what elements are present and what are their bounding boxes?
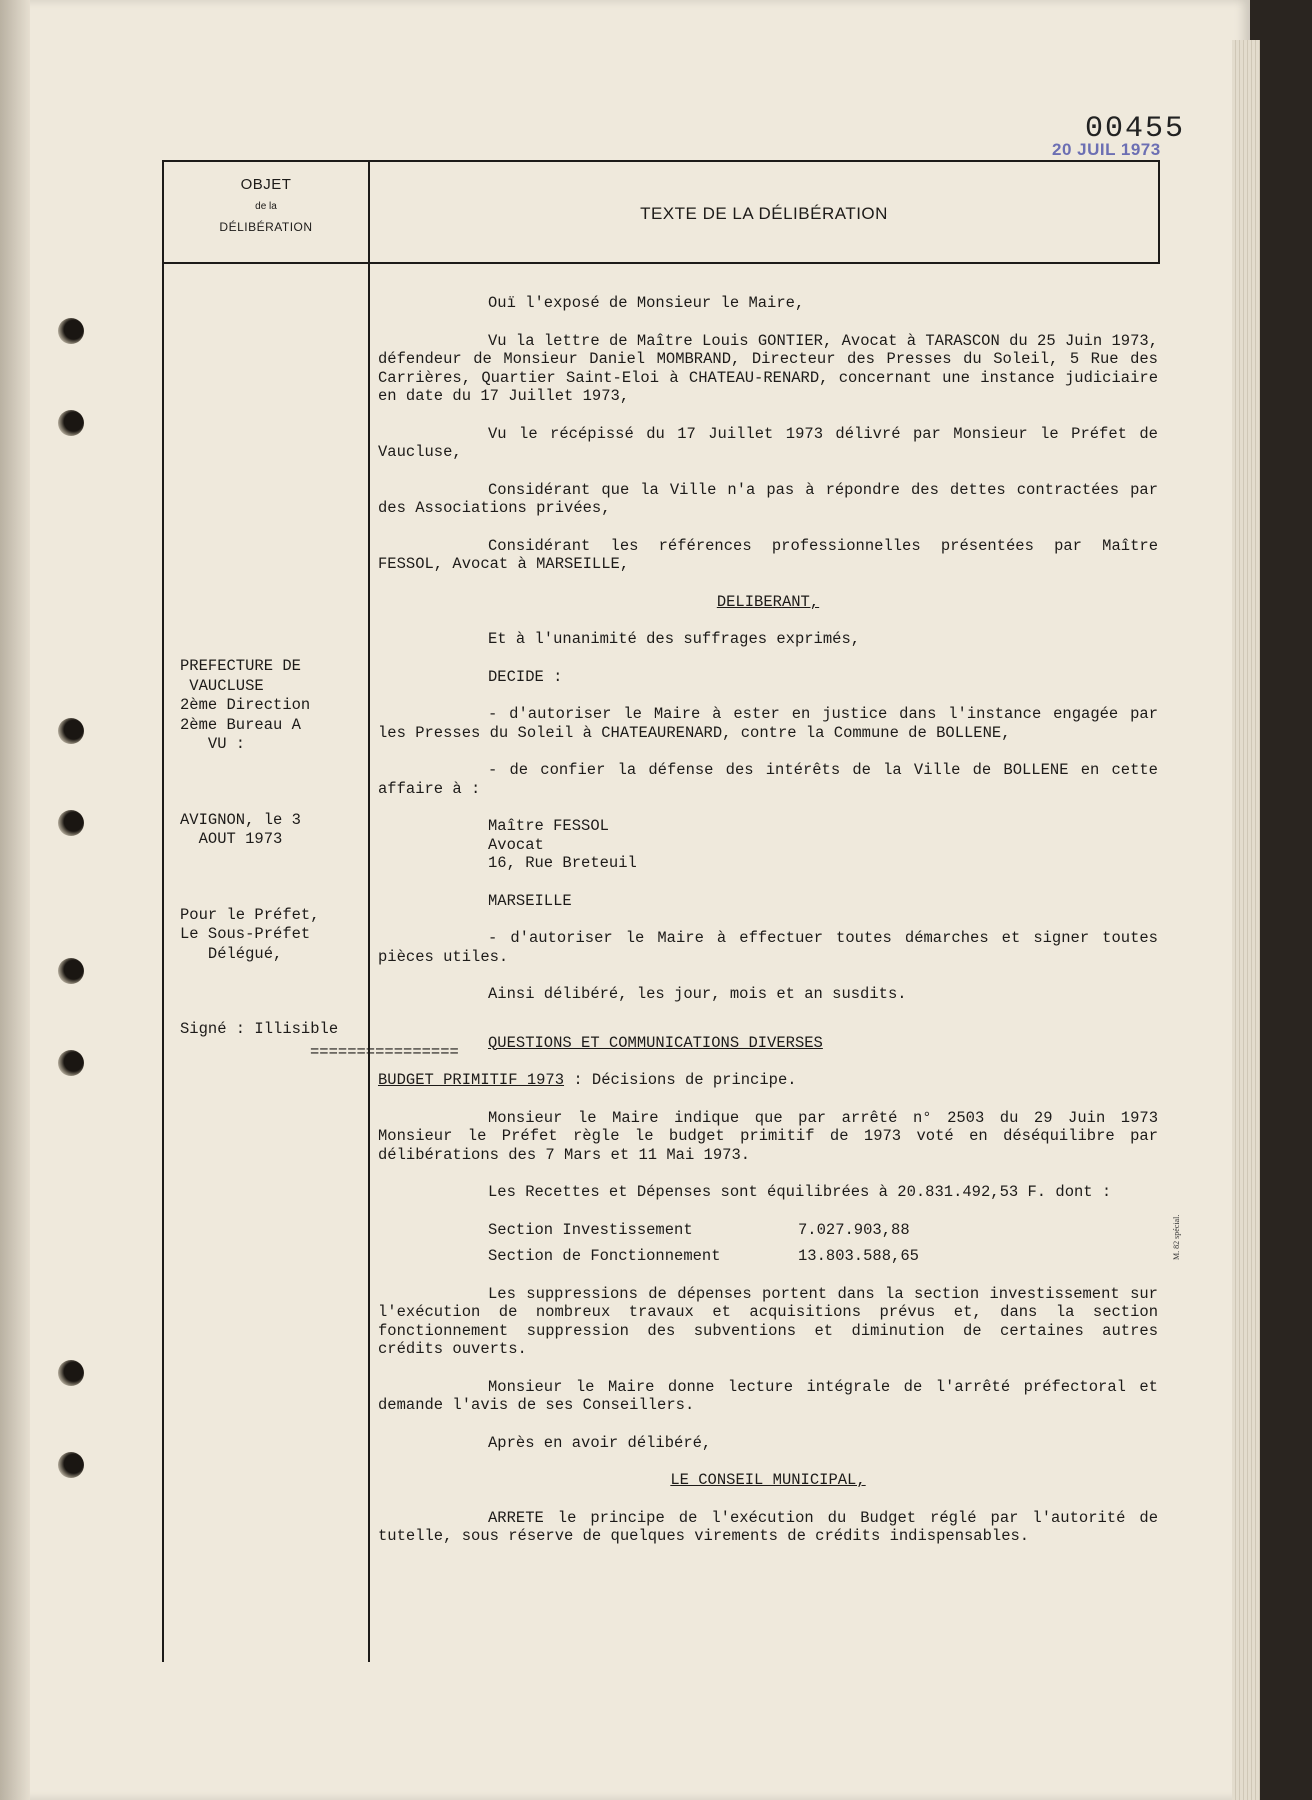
paragraph: Ainsi délibéré, les jour, mois et an susdits.	[488, 985, 907, 1003]
decide-heading: DECIDE :	[488, 667, 563, 686]
lawyer-city: MARSEILLE	[488, 891, 572, 910]
punch-hole	[58, 1360, 84, 1386]
lawyer-address: Maître FESSOL Avocat 16, Rue Breteuil	[488, 817, 637, 872]
paragraph: Les Recettes et Dépenses sont équilibrées à 20.831.492,53 F. dont :	[488, 1183, 1112, 1201]
paragraph: Après en avoir délibéré,	[488, 1433, 712, 1452]
paragraph: Vu le récépissé du 17 Juillet 1973 délivré par Monsieur le Préfet de Vaucluse,	[378, 424, 1158, 461]
signed-illegible: Signé : Illisible	[180, 1020, 339, 1038]
side-note	[180, 618, 370, 1096]
questions-text: QUESTIONS ET COMMUNICATIONS DIVERSES	[488, 1033, 823, 1052]
amount-row	[378, 1247, 1158, 1266]
punch-hole	[58, 1452, 84, 1478]
serial-number: 00455	[1085, 112, 1186, 146]
budget-title: BUDGET PRIMITIF 1973	[378, 1071, 565, 1089]
texte-header: TEXTE DE LA DÉLIBÉRATION	[640, 204, 888, 223]
objet-header	[164, 176, 368, 234]
paragraph: - d'autoriser le Maire à effectuer toutes démarches et signer toutes pièces utiles.	[378, 929, 1158, 966]
header-right-border	[1158, 162, 1160, 262]
binding-shadow	[0, 0, 30, 1800]
header-divider	[164, 262, 1160, 264]
date-stamp: 20 JUIL 1973	[1052, 140, 1161, 159]
questions-heading	[378, 1034, 1158, 1053]
prefecture-note: PREFECTURE DE VAUCLUSE 2ème Direction 2ème Bureau A VU :	[180, 657, 311, 753]
deliberation-label: DÉLIBÉRATION	[219, 220, 313, 234]
conseil-text: LE CONSEIL MUNICIPAL,	[670, 1471, 866, 1489]
punch-hole	[58, 1050, 84, 1076]
paragraph: Vu la lettre de Maître Louis GONTIER, Avocat à TARASCON du 25 Juin 1973, défendeur de Monsieur Daniel MOMBRAND, Directeur des Presses du Soleil, 5 Rue des Carrières, Quartier Saint-Eloi à CHATEAU-RENARD, concernant une instance judiciaire en date du 17 Juillet 1973,	[378, 331, 1158, 405]
paragraph: - d'autoriser le Maire à ester en justice dans l'instance engagée par les Presses du Soleil à CHATEAURENARD, contre la Commune de BOLLENE,	[378, 705, 1158, 742]
amount-row	[378, 1221, 1158, 1240]
punch-hole	[58, 810, 84, 836]
budget-heading	[378, 1071, 1158, 1090]
separator-line: ================	[310, 1043, 459, 1061]
amount-value: 13.803.588,65	[798, 1247, 919, 1265]
paragraph: Monsieur le Maire indique que par arrêté n° 2503 du 29 Juin 1973 Monsieur le Préfet règle le budget primitif de 1973 voté en déséquilibre par délibérations des 7 Mars et 11 Mai 1973.	[378, 1108, 1158, 1164]
objet-sub-label: de la	[255, 201, 277, 212]
amount-label: Section Investissement	[488, 1220, 693, 1239]
paragraph: - de confier la défense des intérêts de la Ville de BOLLENE en cette affaire à :	[378, 761, 1158, 798]
punch-hole	[58, 958, 84, 984]
amount-label: Section de Fonctionnement	[488, 1247, 721, 1265]
avignon-date: AVIGNON, le 3 AOUT 1973	[180, 810, 301, 848]
punch-hole	[58, 410, 84, 436]
paragraph: Les suppressions de dépenses portent dans la section investissement sur l'exécution de nombreux travaux et acquisitions prévus et, dans la section fonctionnement suppression des subventions et diminution de certaines autres crédits ouverts.	[378, 1284, 1158, 1358]
objet-label: OBJET	[240, 176, 292, 193]
budget-subtitle: : Décisions de principe.	[564, 1071, 797, 1089]
amount-value: 7.027.903,88	[798, 1220, 910, 1239]
deliberation-text	[378, 294, 1158, 1565]
punch-hole	[58, 718, 84, 744]
paragraph: Monsieur le Maire donne lecture intégrale de l'arrêté préfectoral et demande l'avis de ses Conseillers.	[378, 1377, 1158, 1414]
conseil-heading	[378, 1471, 1158, 1490]
deliberant-text: DELIBERANT,	[716, 592, 820, 611]
prefet-signature: Pour le Préfet, Le Sous-Préfet Délégué,	[180, 905, 320, 963]
punch-hole	[58, 318, 84, 344]
printer-margin-mark: M. 82 spécial.	[1172, 1214, 1181, 1260]
page-stack-edge	[1232, 40, 1260, 1800]
paragraph: Considérant les références professionnelles présentées par Maître FESSOL, Avocat à MARSEILLE,	[378, 536, 1158, 573]
deliberant-heading	[378, 593, 1158, 612]
paragraph: Ouï l'exposé de Monsieur le Maire,	[488, 294, 805, 312]
paragraph: Considérant que la Ville n'a pas à répondre des dettes contractées par des Associations privées,	[378, 480, 1158, 517]
paragraph: ARRETE le principe de l'exécution du Budget réglé par l'autorité de tutelle, sous réserve de quelques virements de crédits indispensables.	[378, 1508, 1158, 1545]
paragraph: Et à l'unanimité des suffrages exprimés,	[488, 630, 861, 648]
